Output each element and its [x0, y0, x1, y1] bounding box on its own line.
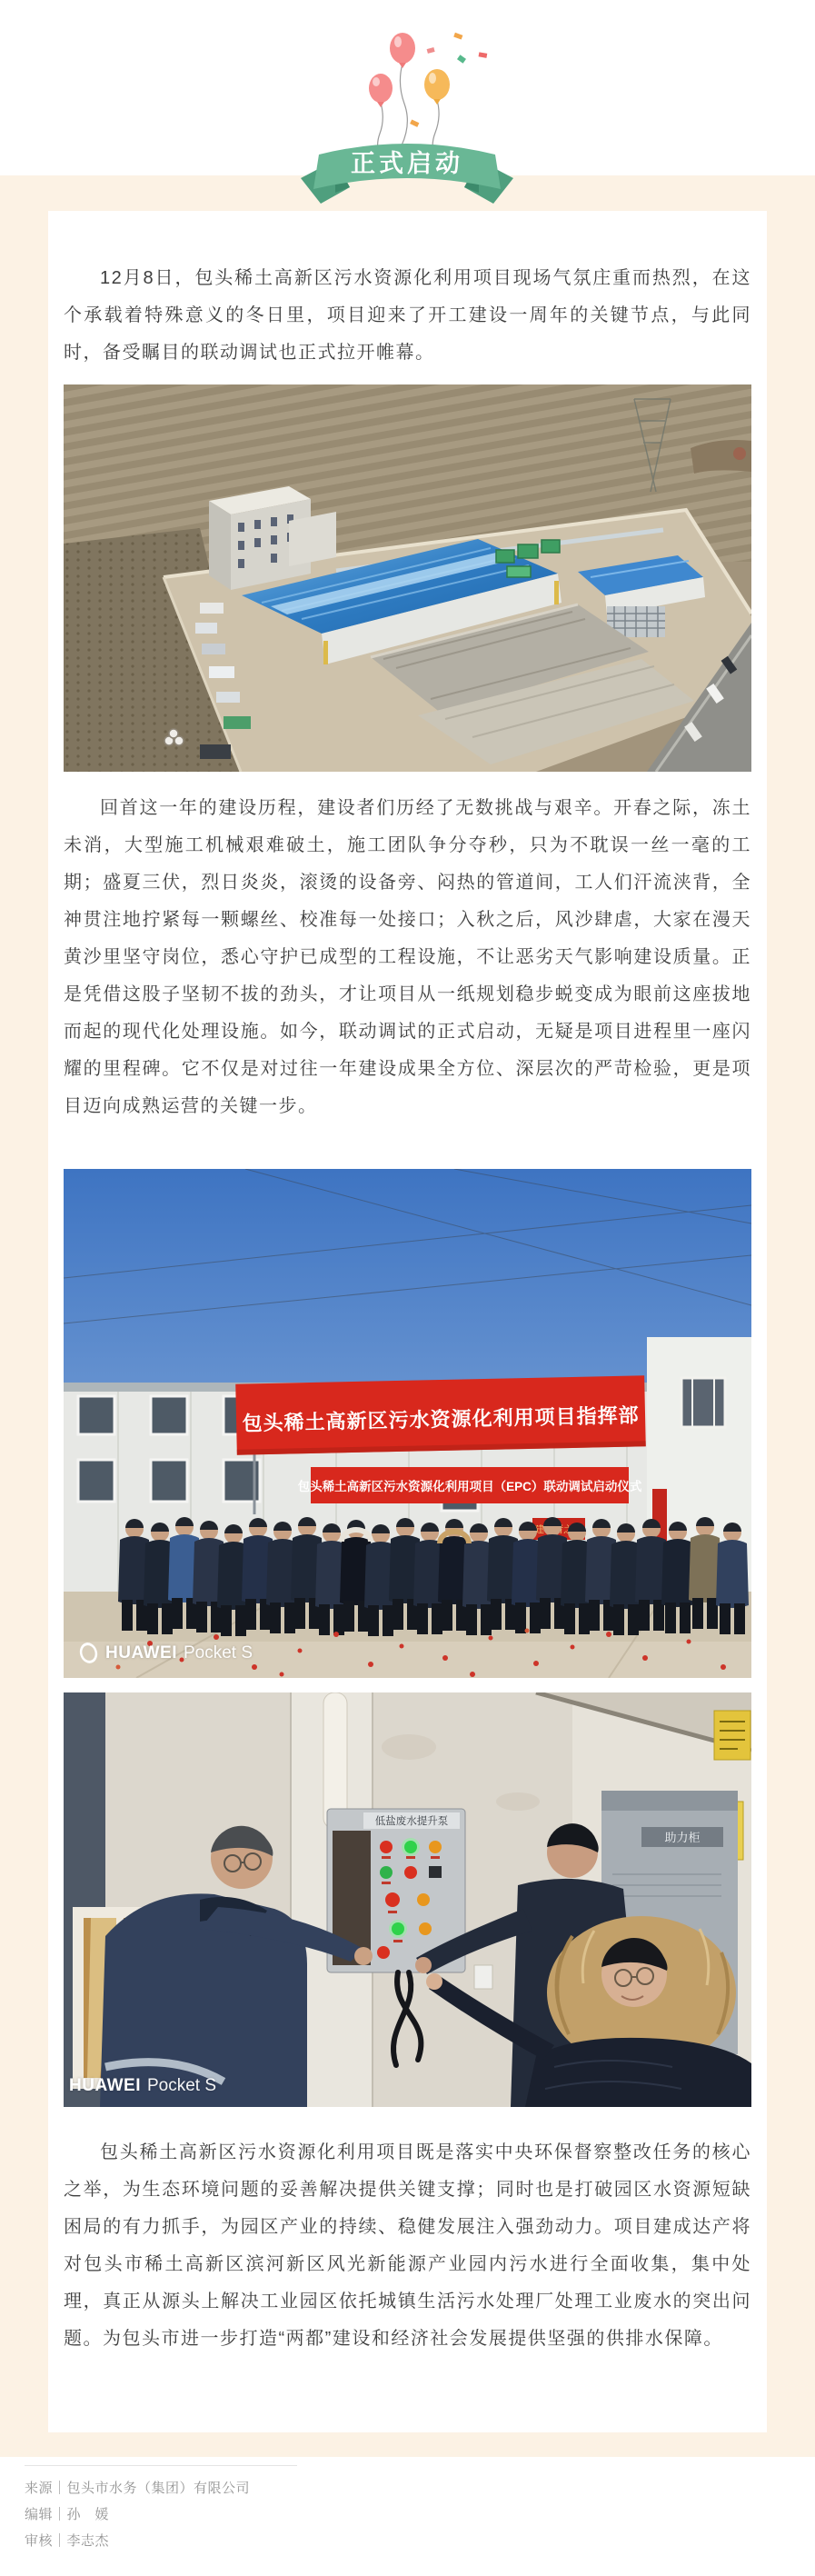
huawei-watermark: HUAWEI Pocket S	[78, 1642, 253, 1663]
panel-label: 低盐废水提升泵	[374, 1816, 449, 1827]
cabinet-label: 助力柜	[664, 1831, 701, 1844]
article-paragraph: 回首这一年的建设历程，建设者们历经了无数挑战与艰辛。开春之际，冻土未消，大型施工机械艰难破土，施工团队争分夺秒，只为不耽误一丝一毫的工期；盛夏三伏，烈日炎炎，滚烫的设备旁、闷热的管道间，工人们汗流浃背，全神贯注地拧紧每一颗螺丝、校准每一处接口；入秋之后，风沙肆虐，大家在漫天黄沙里坚守岗位，悉心守护已成型的工程设施，不让恶劣天气影响建设质量。正是凭借这股子坚韧不拔的劲头，才让项目从一纸规划稳步蜕变成为眼前这座拔地而起的现代化处理设施。如今，联动调试的正式启动，无疑是项目进程里一座闪耀的里程碑。它不仅是对过往一年建设成果全方位、深层次的严苛检验，更是项目迈向成熟运营的关键一步。	[64, 798, 751, 1116]
huawei-watermark: HUAWEI Pocket S	[69, 2076, 217, 2095]
footer-source: 来源｜包头市水务（集团）有限公司	[25, 2481, 251, 2496]
control-panel-illustration	[64, 1692, 751, 2107]
huawei-logo-icon	[77, 1641, 100, 1666]
photo-ceremony-group[interactable]	[64, 1169, 751, 1678]
article-footer	[25, 2465, 297, 2554]
article-paragraph: 12月8日，包头稀土高新区污水资源化利用项目现场气氛庄重而热烈，在这个承载着特殊意义的冬日里，项目迎来了开工建设一周年的关键节点，与此同时，备受瞩目的联动调试也正式拉开帷幕。	[64, 268, 751, 363]
footer-divider	[25, 2465, 297, 2466]
ribbon-label: 正式启动	[351, 150, 463, 177]
footer-editor: 编辑｜孙 媛	[25, 2507, 110, 2522]
footer-reviewer: 审核｜李志杰	[25, 2533, 110, 2549]
photo-aerial-plant[interactable]	[64, 384, 751, 772]
crowd	[118, 1517, 749, 1636]
ceremony-illustration	[64, 1169, 751, 1678]
ceremony-banner-sub: 包头稀土高新区污水资源化利用项目（EPC）联动调试启动仪式	[297, 1480, 642, 1493]
aerial-plant-illustration	[64, 384, 751, 772]
launch-ribbon	[293, 138, 521, 209]
ceremony-banner-main: 包头稀土高新区污水资源化利用项目指挥部	[242, 1403, 640, 1435]
photo-control-panel[interactable]	[64, 1692, 751, 2107]
article-paragraph: 包头稀土高新区污水资源化利用项目既是落实中央环保督察整改任务的核心之举，为生态环境问题的妥善解决提供关键支撑；同时也是打破园区水资源短缺困局的有力抓手，为园区产业的持续、稳健发展注入强劲动力。项目建成达产将对包头市稀土高新区滨河新区风光新能源产业园内污水进行全面收集，集中处理，真正从源头上解决工业园区依托城镇生活污水处理厂处理工业废水的突出问题。为包头市进一步打造“两都”建设和经济社会发展提供坚强的供排水保障。	[64, 2142, 751, 2349]
article-card	[48, 211, 767, 2432]
